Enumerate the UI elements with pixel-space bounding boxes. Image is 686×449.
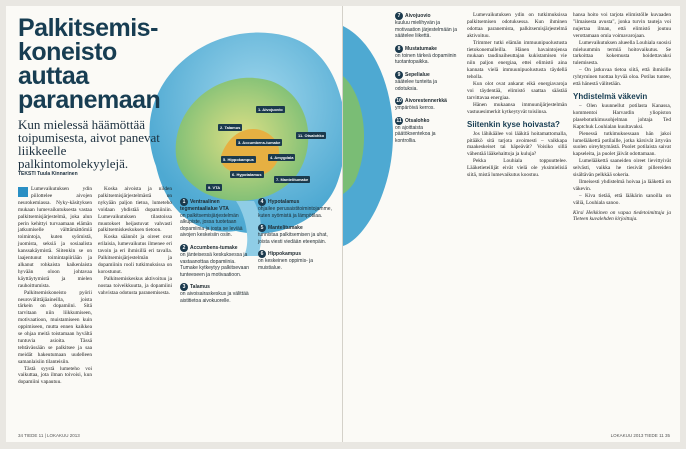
- author-note: Kirsi Heikkinen on vapaa tiedetoimittaja ja Tieteen kuvalehden kirjoittaja.: [573, 209, 671, 223]
- dropcap-square: [18, 187, 28, 197]
- right-page: [343, 6, 680, 442]
- info-item: 5 Mantelitumake tunnistaa palkitsemisen ja uhat, joista viesti viedään eteenpäin.: [258, 225, 328, 245]
- right-page-footer: LOKAKUU 2013 TIEDE 11 35: [610, 433, 670, 438]
- article-headline: Palkitsemis-koneisto auttaa paranemaan: [18, 14, 161, 114]
- info-item: 3 Talamus on aivoisairaskeskus ja välittää aistitietoa aivokuorelle.: [180, 284, 249, 304]
- brain-label-talamus: 2. Talamus: [220, 125, 241, 130]
- brain-label-mantelitumake: 7. Mantelitumake: [276, 177, 309, 182]
- brain-label-amygdala: 4. Amygdala: [270, 155, 294, 160]
- info-item: 4 Hypotalamus ohjailee perusaistitoimintojamme, kuten syömistä ja lämpötilaa.: [258, 199, 332, 219]
- subhead-siitenkin: Siitenkin kyse hoivasta?: [467, 119, 560, 129]
- article-byline: TEKSTI Tuula Kinnarinen: [18, 171, 78, 177]
- info-item: 7 Aivojuovio kuuluu mielihyvän ja motivaation järjestelmään ja säätelee liikettä.: [395, 13, 457, 40]
- info-box-left: [180, 198, 252, 310]
- info-item: 2 Accumbens-tumake on jänteisessä keskuksessa ja vastaanottaa dopamiinia. Tumake kytkeytyy palkitsevaan tunteeseen ja motivaatioon.: [180, 244, 250, 278]
- info-item: 8 Mustatumake on toinen tärkeä dopamiinin tuotantopaikka.: [395, 45, 457, 66]
- subhead-yhdistelma: Yhdistelmä väkevin: [573, 91, 648, 101]
- brain-label-aivojuovio: 1. Aivojuovio: [258, 107, 283, 112]
- magazine-spread: [6, 6, 680, 442]
- info-item: 11 Otsalohko on ajoittaista päätöksentekoa ja kontrollia.: [395, 117, 436, 144]
- brain-label-accumbens: 3. Accumbens-tumake: [238, 140, 281, 145]
- brain-label-otsalohko: 11. Otsalohko: [298, 133, 325, 138]
- brain-label-vta: 9. VTA: [208, 185, 221, 190]
- brain-label-hippokampus: 5. Hippokampus: [223, 157, 254, 162]
- info-box-right: [395, 12, 457, 150]
- right-body-column-1: Lumevaikutuksen ydin on tutkimuksissa palkitsemisen odotuksessa. Kun ihminen odottaa paranemista, palkitsemisjärjestelmä aktivoituu. Trimmer tutki elämän immuunipuolustusta tietokonemalleilla. Hänen havaintojensa mukaan taudinaiheuttajan kukistamisen vie niin paljon energiaa, ettei elimistö aina kannata vielä immuunipuolustusta täydellä teholla. Kun olot ovat ankarat eikä energiavaroja voi täydentää, elimistö saattaa säästää tarvittavaa energiaa. Hänen mukaansa immuunijärjestelmän vastuuesimerkit kytkeytyvät toisiinsa. Siitenkin kyse hoivasta? Jos lähikäälee voi lääkitä hoitamattomalla, pitääkö sitä tarjota avoimesti – vaikkapa maakeskeiset tai häpeävät? Voisiko sillä vähentää lääkehaittoja ja kuluja? Pekka Louhiala toppuuttelee. Lääketieteilijät eivät vielä ole yksimielisiä siitä, mistä lumevaikutus koostuu.: [467, 12, 567, 179]
- info-box-mid: [258, 198, 332, 277]
- info-item: 10 Aivorestennerkkä ympäröivä kerros.: [395, 98, 447, 112]
- info-item: 1 Ventraalinen tegmentaalialue VTA on palkitsemisjärjestelmän alkupiste, jossa tuotetaan dopamiinia ja josta se leviää aivojen keskeisiin osiin.: [180, 199, 243, 239]
- info-item: 9 Sepelialue säätelee tunteita ja odotuksia.: [395, 71, 437, 92]
- left-page-footer: 34 TIEDE 11 | LOKAKUU 2013: [18, 433, 80, 438]
- article-deck: Kun mielessä häämöttää toipumisesta, aivot panevat liikkeelle palkintomolekyylejä.: [18, 117, 160, 171]
- right-body-column-2: hansa hoito voi tarjota elimistölle kuvaaden "ilmaisesta avusta", jonka turvin tauteja voi nujertaa ilman, että elimistö joutuu verottamaan omia voimavarojaan. Lumevaikutuksen alueella Louhiala suosisi mieluummin termiä hoitovaikutus. Se tarkoittaa kokemusta hoidettavaksi tulemisesta. – On jatkuvaa tietoa siitä, että ihmisille ryhtyminen tuottaa hyvää oloa. Potilas tuntee, että hänestä välitetään. Yhdistelmä väkevin – Olen kuunnellut potilasta Kanassa, kommentoi Harvardin yliopiston plasebotutkimusohjelman johtaja Ted Kaptchuk Louhialan kuultavaksi. Pienessä tutkimuksessaan hän jakoi lumelääkettä potilaille, jotka kärsivät ärtyvän suolen oireyhtymästä. Puolet potilaista saivat kapseleita, ja puolet jäivät odottamaan. Lumelääkettä saaneiden oireet lievittyivät selvästi, vaikka he tiesivät pillereiden sisältävän pelkkää sokeria. Ilmeisesti yhdistelmä hoivaa ja lääkettä on väkevin. – Kiva tietää, että lääkärin sanoilla on väliä, Louhiala sanoo. Kirsi Heikkinen on vapaa tiedetoimittaja ja Tieteen kuvalehden kirjoittaja.: [573, 12, 671, 223]
- left-page: [6, 6, 342, 442]
- brain-label-hypotalamus: 6. Hypotalamus: [232, 172, 262, 177]
- left-body-column-2: Koska aivoista ja niiden palkitsemisjärjestelmästä on nykyään paljon tietoa, lumeteho voidaan yhdistää dopamiiniin. Lumevaikutuksen tilastoissa muutokset heijastuvat vahvasti palkitsemiskeskuksen tietoon. Koska säännöt ja oireet ovat erilaisia, lumevaikutus ilmenee eri tavoin ja eri ihmisillä eri tavalla. Palkitsemisjärjestelmän ja dopamiinin rooli tutkimuksissa on korostunut. Palkitsemiskeskus aktivoituu ja nostaa toiveikkuutta, ja dopamiini vahvistaa odotusta paranemisesta.: [98, 186, 172, 296]
- info-item: 6 Hippokampus on keskeinen oppimis- ja muistialue.: [258, 251, 314, 271]
- left-body-column-1: Lumevaikutuksen ydin piilottelee aivojen neurokemiassa. Nyky-käsityksen mukaan lumevaikutuksesta vastaa palkitsemisjärjestelmä, joka alun perin kehittyi turvaamaan elämän jatkumiselle välttämättömiä toimintoja, kuten syömistä, juomista, seksiä ja sosiaalista kanssakäymistä. Siitenkin se on laajentunut toimintapiiriään ja alkanut rohkaista kaikenlaista hyvään oloon johtavaa käyttäytymistä ja mielen rauhoittumista. Palkitsemiskoneisto pyörii neurovälittäjäaineilla, joista tärkein on dopamiini. Sitä tarvitaan niin liikkumiseen, motivaatioon, muistamiseen kuin oppimiseen, mutta ennen kaikkea se ohjaa meitä toistamaan hyvältä tuntuvia asioita. Tässä tehtävässään se palkitsee ja saa meidät hakeutumaan uudelleen samanlaisiin tilanteisiin. Tästä syystä lumeteho voi vaikuttaa, jota ilman toivoisi, kun dopamiini vapautuu.: [18, 186, 92, 386]
